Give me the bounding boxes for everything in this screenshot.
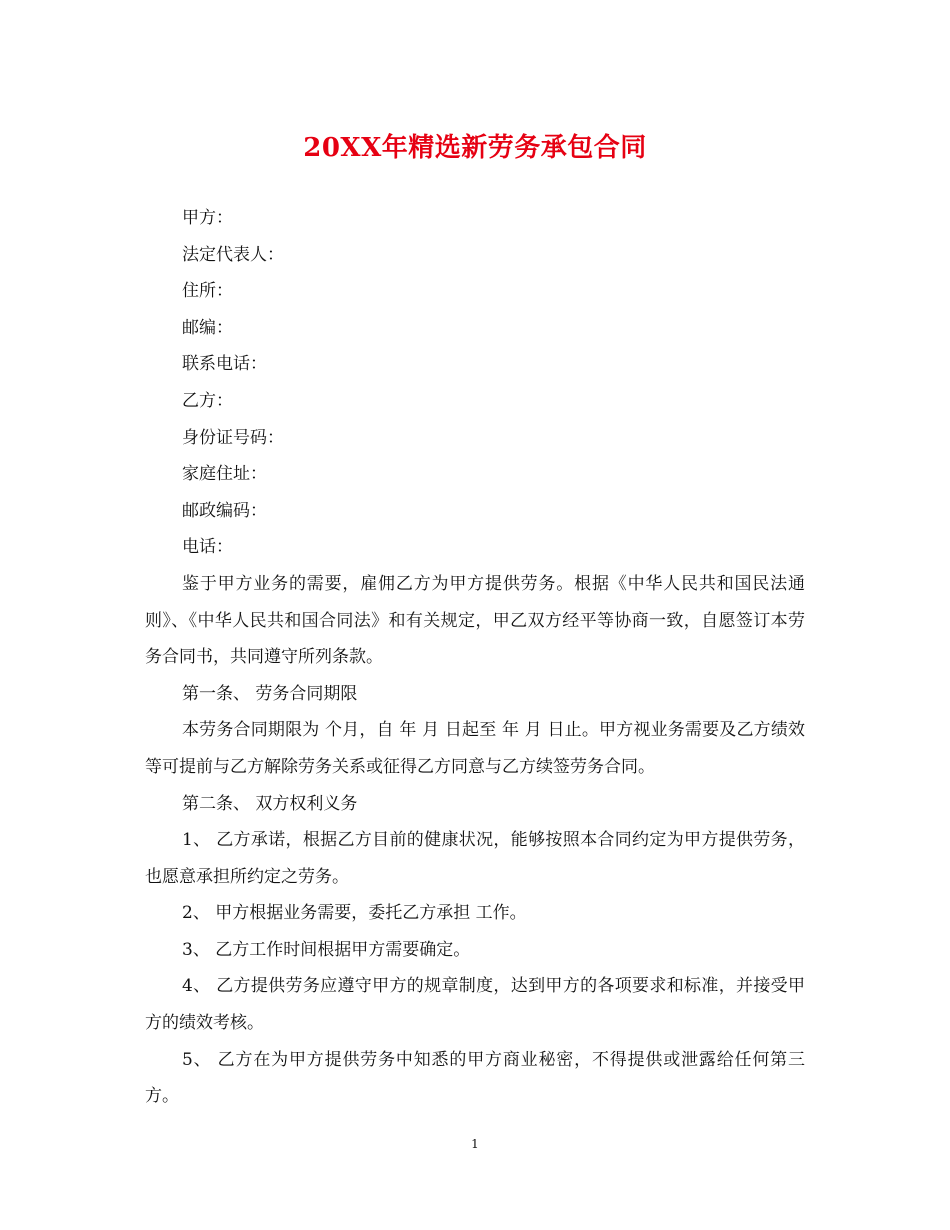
field-contact-phone: 联系电话： — [182, 354, 267, 375]
article-2-item: 1、 乙方承诺，根据乙方目前的健康状况，能够按照本合同约定为甲方提供劳务，也愿意承担所约定之劳务。 — [145, 830, 805, 887]
field-legal-representative: 法定代表人： — [182, 244, 284, 265]
field-party-a: 甲方： — [182, 208, 233, 228]
article-2-item: 3、 乙方工作时间根据甲方需要确定。 — [182, 939, 471, 960]
field-postal-code: 邮政编码： — [182, 500, 267, 521]
field-home-address: 家庭住址： — [182, 464, 267, 485]
document-title: 20XX年精选新劳务承包合同 — [303, 133, 647, 163]
field-phone: 电话： — [182, 537, 233, 558]
preamble-paragraph: 鉴于甲方业务的需要，雇佣乙方为甲方提供劳务。根据《中华人民共和国民法通则》、《中华人民共和国合同法》和有关规定，甲乙双方经平等协商一致，自愿签订本劳务合同书，共同遵守所列条款。 — [145, 573, 805, 668]
article-1-heading: 第一条、 劳务合同期限 — [182, 683, 358, 704]
page-number: 1 — [471, 1137, 479, 1151]
article-2-item: 2、 甲方根据业务需要，委托乙方承担 工作。 — [182, 903, 527, 924]
document-body — [145, 200, 805, 1115]
field-id-number: 身份证号码： — [182, 427, 284, 448]
field-address: 住所： — [182, 281, 233, 302]
article-2-item: 5、 乙方在为甲方提供劳务中知悉的甲方商业秘密，不得提供或泄露给任何第三方。 — [145, 1049, 805, 1107]
article-1-text: 本劳务合同期限为 个月，自 年 月 日起至 年 月 日止。甲方视业务需要及乙方绩效等可提前与乙方解除劳务关系或征得乙方同意与乙方续签劳务合同。 — [145, 720, 805, 777]
article-2-item: 4、 乙方提供劳务应遵守甲方的规章制度，达到甲方的各项要求和标准，并接受甲方的绩效考核。 — [145, 976, 805, 1034]
field-party-b: 乙方： — [182, 390, 233, 411]
field-postcode: 邮编： — [182, 317, 233, 338]
article-2-heading: 第二条、 双方权利义务 — [182, 793, 358, 814]
